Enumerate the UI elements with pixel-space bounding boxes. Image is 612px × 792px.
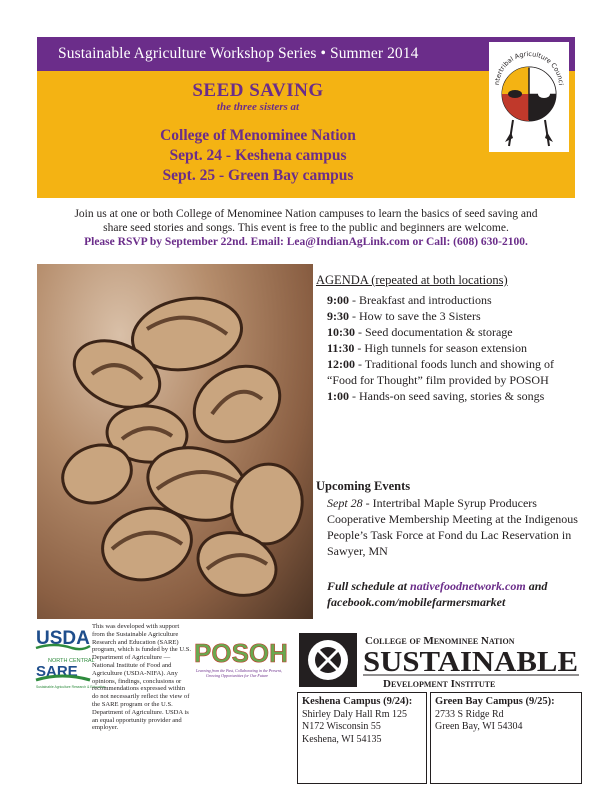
greenbay-head: Green Bay Campus (9/25): — [435, 696, 555, 707]
posoh-tagline-1: Learning from the Past, Collaborating in the Present, — [196, 668, 282, 673]
upcoming-event — [316, 495, 581, 559]
agenda-item: 10:30 - Seed documentation & storage — [327, 325, 513, 339]
agenda-section — [316, 272, 586, 404]
usda-text: USDA — [36, 628, 90, 649]
date-greenbay: Sept. 25 - Green Bay campus — [162, 167, 354, 184]
agenda-list — [316, 292, 586, 404]
greenbay-line-2: Green Bay, WI 54304 — [435, 721, 523, 732]
agenda-item: 1:00 - Hands-on seed saving, stories & songs — [327, 389, 545, 403]
keshena-line-3: Keshena, WI 54135 — [302, 733, 382, 745]
keshena-line-1: Shirley Daly Hall Rm 125 — [302, 708, 407, 720]
event-title: SEED SAVING — [192, 80, 324, 101]
agenda-item: 11:30 - High tunnels for season extension — [327, 341, 527, 355]
posoh-logo — [192, 634, 296, 684]
usda-sare-logos — [34, 626, 106, 741]
sdi-sustainable: Sustainable — [363, 646, 578, 678]
intro-text — [37, 207, 575, 249]
greenbay-campus-box — [430, 692, 582, 784]
agenda-item: 9:00 - Breakfast and introductions — [327, 293, 492, 307]
sare-tag: Sustainable Agriculture Research & Education — [36, 685, 106, 689]
beans-illustration — [37, 264, 313, 619]
sdi-institute: Development Institute — [383, 678, 496, 690]
keshena-campus-box — [297, 692, 427, 784]
college-name: College of Menominee Nation — [160, 127, 356, 144]
keshena-head: Keshena Campus (9/24): — [302, 696, 413, 707]
event-date: Sept 28 — [327, 496, 363, 510]
agenda-item: 12:00 - Traditional foods lunch and showing of “Food for Thought” film provided by POSOH — [327, 357, 554, 387]
series-title: Sustainable Agriculture Workshop Series • Summer 2014 — [58, 45, 419, 62]
schedule-link[interactable]: nativefoodnetwork.com — [410, 579, 526, 593]
agenda-item: 9:30 - How to save the 3 Sisters — [327, 309, 481, 323]
iac-logo-text: ntertribal Agriculture Counci — [492, 49, 565, 86]
date-keshena: Sept. 24 - Keshena campus — [169, 147, 347, 164]
sare-region: NORTH CENTRAL — [48, 658, 95, 664]
upcoming-heading: Upcoming Events — [316, 479, 411, 493]
sdi-college: College of Menominee Nation — [365, 635, 515, 647]
posoh-text: POSOH — [194, 638, 288, 668]
schedule-line: Full schedule at nativefoodnetwork.com and facebook.com/mobilefarmersmarket — [327, 579, 548, 609]
sdi-logo-graphic — [297, 631, 582, 689]
sdi-logo — [297, 631, 582, 689]
iac-logo — [489, 42, 569, 152]
event-text: - Intertribal Maple Syrup Producers Cooperative Membership Meeting at the Indigenous People’s Task Force at Fond du Lac Reservation in Sawyer, MN — [327, 496, 578, 558]
funder-logos — [34, 626, 106, 746]
upcoming-events — [316, 478, 581, 559]
intro-line-1: Join us at one or both College of Menominee Nation campuses to learn the basics of seed saving and — [74, 208, 538, 220]
posoh-logo-graphic — [192, 634, 296, 684]
facebook-link[interactable]: facebook.com/mobilefarmersmarket — [327, 595, 506, 609]
event-subtitle: the three sisters at — [216, 101, 300, 113]
iac-logo-graphic — [489, 42, 569, 152]
keshena-line-2: N172 Wisconsin 55 — [302, 721, 381, 732]
rsvp-line: Please RSVP by September 22nd. Email: Lea@IndianAgLink.com or Call: (608) 630-2100. — [84, 236, 528, 248]
seed-photo — [37, 264, 313, 619]
intro-line-2: share seed stories and songs. This event is free to the public and beginners are welcome. — [103, 222, 509, 234]
posoh-tagline-2: Growing Opportunities for Our Future — [206, 673, 269, 678]
funding-disclaimer: This was developed with support from the Sustainable Agriculture Research and Education (SARE) program, which is funded by the U.S. Department of Agriculture — National Institute of Food and Agriculture (USDA-NIFA). Any opinions, findings, conclusions or recommendations expressed within do not necessarily reflect the view of the SARE program or the U.S. Department of Agriculture. USDA is an equal opportunity provider and employer. — [92, 623, 192, 732]
agenda-heading: AGENDA (repeated at both locations) — [316, 273, 508, 287]
greenbay-line-1: 2733 S Ridge Rd — [435, 708, 504, 720]
sare-text: SARE — [36, 663, 78, 680]
